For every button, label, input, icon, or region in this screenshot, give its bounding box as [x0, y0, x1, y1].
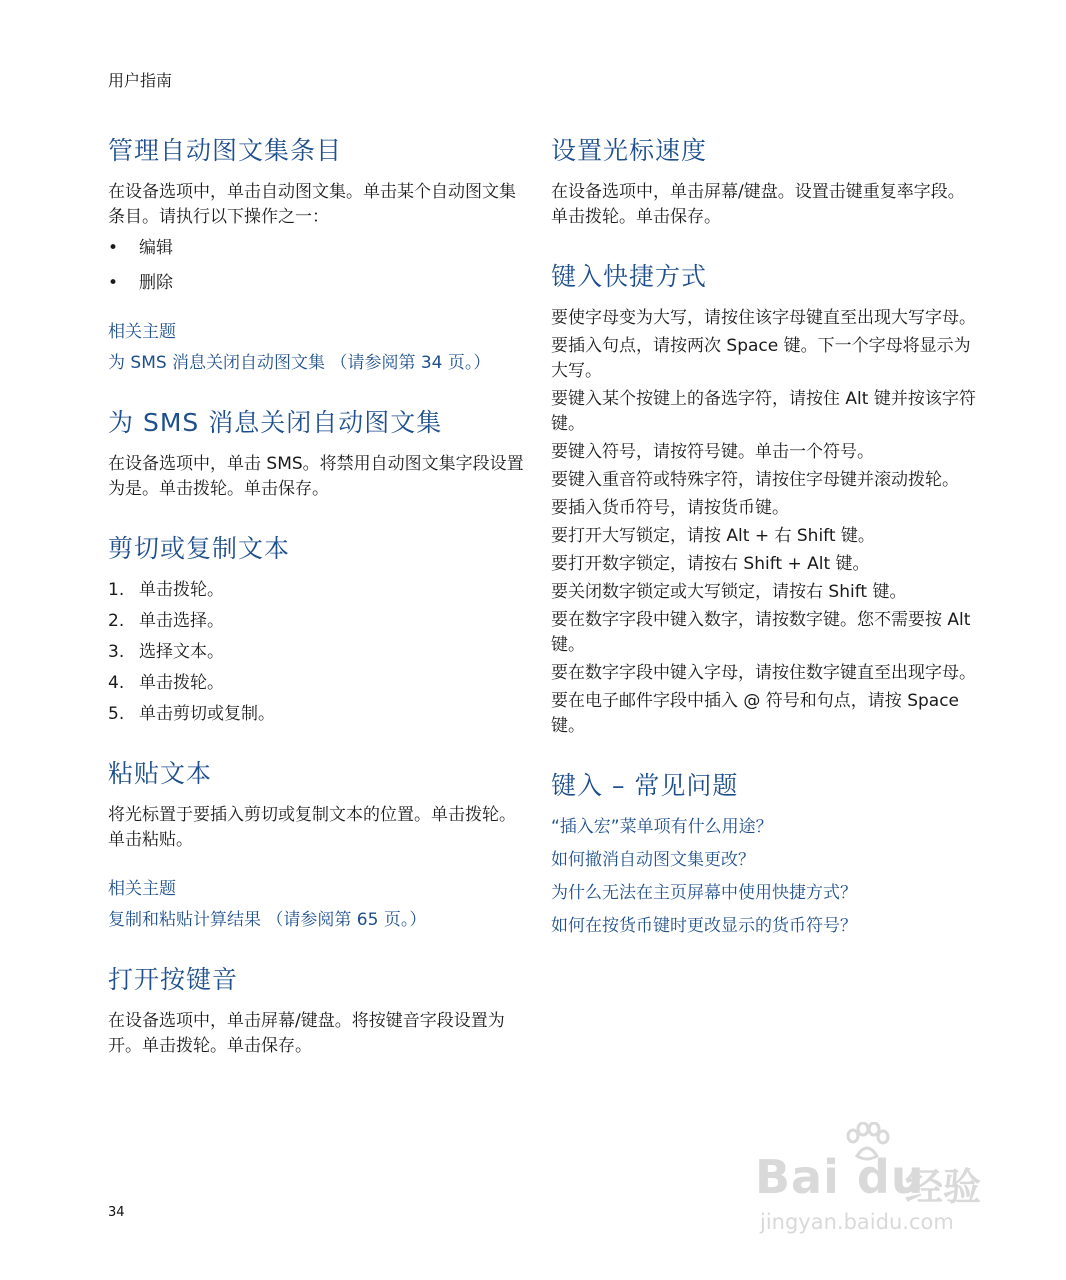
section-cursor-speed [551, 134, 981, 230]
step-text: 单击剪切或复制。 [139, 704, 275, 724]
faq-link-home-shortcuts[interactable]: 为什么无法在主页屏幕中使用快捷方式？ [551, 883, 857, 903]
faq-link-undo-autotext[interactable]: 如何撤消自动图文集更改？ [551, 850, 755, 870]
step-text: 选择文本。 [139, 642, 224, 662]
related-topics-title: 相关主题 [108, 879, 176, 899]
sms-body: 在设备选项中，单击 SMS。将禁用自动图文集字段设置为是。单击拨轮。单击保存。 [108, 454, 524, 499]
section-faq [551, 769, 981, 939]
step-number: 3. [108, 642, 125, 662]
section-autotext [108, 134, 528, 376]
tip-item: 要使字母变为大写，请按住该字母键直至出现大写字母。 [551, 308, 976, 328]
tip-item: 要键入某个按键上的备选字符，请按住 Alt 键并按该字符键。 [551, 389, 976, 434]
heading-faq: 键入 – 常见问题 [551, 771, 739, 800]
tip-item: 要打开大写锁定，请按 Alt + 右 Shift 键。 [551, 526, 875, 546]
step-text: 单击选择。 [139, 611, 224, 631]
section-sms [108, 406, 528, 502]
keytone-body: 在设备选项中，单击屏幕/键盘。将按键音字段设置为开。单击拨轮。单击保存。 [108, 1011, 505, 1056]
heading-cut-copy: 剪切或复制文本 [108, 534, 291, 563]
step-item [108, 702, 528, 727]
tip-item: 要插入句点，请按两次 Space 键。下一个字母将显示为大写。 [551, 336, 971, 381]
heading-paste: 粘贴文本 [108, 759, 213, 788]
tip-item: 要键入重音符或特殊字符，请按住字母键并滚动拨轮。 [551, 470, 959, 490]
autotext-body: 在设备选项中，单击自动图文集。单击某个自动图文集条目。请执行以下操作之一： [108, 182, 516, 227]
baidu-watermark [755, 1120, 1005, 1240]
tip-item: 要在数字字段中键入数字，请按数字键。您不需要按 Alt 键。 [551, 610, 971, 655]
paste-body: 将光标置于要插入剪切或复制文本的位置。单击拨轮。单击粘贴。 [108, 805, 516, 850]
step-number: 4. [108, 673, 125, 693]
step-text: 单击拨轮。 [139, 673, 224, 693]
left-column [108, 134, 528, 1089]
right-column [551, 134, 981, 969]
watermark-brand: Bai du [755, 1150, 925, 1204]
watermark-url: jingyan.baidu.com [760, 1210, 954, 1234]
step-item [108, 640, 528, 665]
heading-autotext: 管理自动图文集条目 [108, 136, 343, 165]
cursor-body: 在设备选项中，单击屏幕/键盘。设置击键重复率字段。单击拨轮。单击保存。 [551, 182, 965, 227]
step-item [108, 671, 528, 696]
bullet-edit: • 编辑 [108, 236, 528, 261]
step-item [108, 578, 528, 603]
step-item [108, 609, 528, 634]
autotext-options [108, 236, 528, 296]
related-link-calculator[interactable]: 复制和粘贴计算结果 （请参阅第 65 页。） [108, 910, 427, 930]
heading-shortcuts: 键入快捷方式 [551, 262, 708, 291]
step-number: 1. [108, 580, 125, 600]
running-header: 用户指南 [108, 71, 173, 90]
related-link-sms[interactable]: 为 SMS 消息关闭自动图文集 （请参阅第 34 页。） [108, 353, 491, 373]
tip-item: 要插入货币符号，请按货币键。 [551, 498, 789, 518]
step-number: 5. [108, 704, 125, 724]
section-cut-copy [108, 532, 528, 727]
faq-link-macro[interactable]: “插入宏”菜单项有什么用途？ [551, 817, 773, 837]
section-keytone [108, 963, 528, 1059]
tip-item: 要在数字字段中键入字母，请按住数字键直至出现字母。 [551, 663, 976, 683]
heading-sms: 为 SMS 消息关闭自动图文集 [108, 408, 443, 437]
page-number: 34 [108, 1205, 125, 1220]
tip-item: 要打开数字锁定，请按右 Shift + Alt 键。 [551, 554, 870, 574]
tip-item: 要关闭数字锁定或大写锁定，请按右 Shift 键。 [551, 582, 907, 602]
faq-link-currency-symbol[interactable]: 如何在按货币键时更改显示的货币符号？ [551, 916, 857, 936]
heading-keytone: 打开按键音 [108, 965, 239, 994]
tip-item: 要在电子邮件字段中插入 @ 符号和句点，请按 Space 键。 [551, 691, 960, 736]
step-text: 单击拨轮。 [139, 580, 224, 600]
tip-item: 要键入符号，请按符号键。单击一个符号。 [551, 442, 874, 462]
bullet-delete: • 删除 [108, 271, 528, 296]
cut-copy-steps [108, 578, 528, 727]
related-topics-title: 相关主题 [108, 322, 176, 342]
watermark-cn: 经验 [905, 1165, 982, 1209]
section-paste [108, 757, 528, 933]
section-shortcuts [551, 260, 981, 739]
step-number: 2. [108, 611, 125, 631]
heading-cursor-speed: 设置光标速度 [551, 136, 708, 165]
